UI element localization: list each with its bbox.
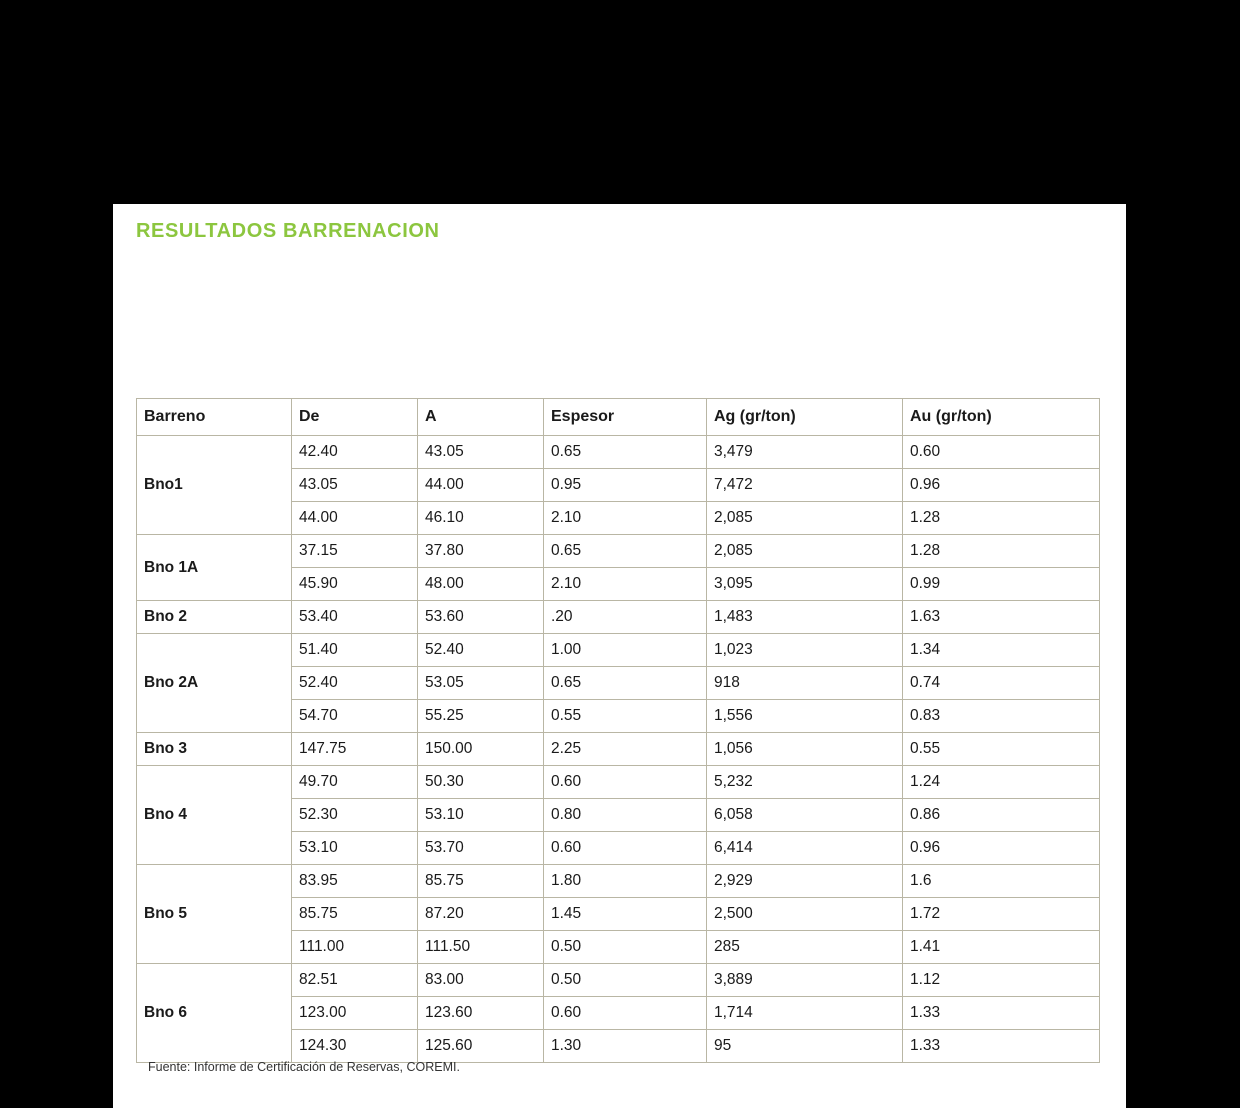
- table-row: [137, 733, 1100, 766]
- table-row: [137, 601, 1100, 634]
- cell-au: 1.34: [903, 634, 1100, 667]
- cell-espesor: 0.50: [544, 931, 707, 964]
- cell-espesor: 0.65: [544, 436, 707, 469]
- cell-de: 123.00: [292, 997, 418, 1030]
- cell-ag: 95: [707, 1030, 903, 1063]
- cell-ag: 2,085: [707, 535, 903, 568]
- table-row: [137, 964, 1100, 997]
- cell-a: 44.00: [418, 469, 544, 502]
- cell-ag: 3,479: [707, 436, 903, 469]
- drilling-results-table-container: [136, 398, 1099, 1063]
- cell-au: 0.86: [903, 799, 1100, 832]
- cell-de: 124.30: [292, 1030, 418, 1063]
- cell-espesor: 1.30: [544, 1030, 707, 1063]
- cell-ag: 6,058: [707, 799, 903, 832]
- cell-espesor: 0.55: [544, 700, 707, 733]
- cell-au: 1.24: [903, 766, 1100, 799]
- cell-ag: 918: [707, 667, 903, 700]
- table-header: [137, 399, 1100, 436]
- cell-ag: 1,483: [707, 601, 903, 634]
- cell-a: 85.75: [418, 865, 544, 898]
- cell-de: 83.95: [292, 865, 418, 898]
- cell-de: 52.40: [292, 667, 418, 700]
- column-header-au: Au (gr/ton): [903, 399, 1100, 436]
- cell-espesor: 0.60: [544, 832, 707, 865]
- cell-a: 46.10: [418, 502, 544, 535]
- cell-ag: 6,414: [707, 832, 903, 865]
- column-header-de: De: [292, 399, 418, 436]
- cell-ag: 1,714: [707, 997, 903, 1030]
- cell-au: 1.28: [903, 535, 1100, 568]
- cell-au: 1.63: [903, 601, 1100, 634]
- cell-de: 44.00: [292, 502, 418, 535]
- column-header-espesor: Espesor: [544, 399, 707, 436]
- cell-de: 42.40: [292, 436, 418, 469]
- hole-label: Bno 3: [137, 733, 292, 766]
- cell-a: 150.00: [418, 733, 544, 766]
- cell-espesor: 0.65: [544, 667, 707, 700]
- cell-espesor: 2.10: [544, 568, 707, 601]
- source-note: Fuente: Informe de Certificación de Reservas, COREMI.: [148, 1060, 460, 1074]
- cell-a: 53.10: [418, 799, 544, 832]
- cell-de: 82.51: [292, 964, 418, 997]
- cell-ag: 2,929: [707, 865, 903, 898]
- cell-au: 0.96: [903, 832, 1100, 865]
- cell-au: 1.12: [903, 964, 1100, 997]
- cell-au: 1.72: [903, 898, 1100, 931]
- cell-au: 1.41: [903, 931, 1100, 964]
- cell-espesor: 1.00: [544, 634, 707, 667]
- cell-de: 111.00: [292, 931, 418, 964]
- cell-au: 0.74: [903, 667, 1100, 700]
- cell-a: 43.05: [418, 436, 544, 469]
- cell-a: 37.80: [418, 535, 544, 568]
- cell-de: 45.90: [292, 568, 418, 601]
- cell-ag: 1,023: [707, 634, 903, 667]
- cell-au: 1.33: [903, 997, 1100, 1030]
- table-row: [137, 535, 1100, 568]
- cell-espesor: 1.45: [544, 898, 707, 931]
- cell-ag: 7,472: [707, 469, 903, 502]
- cell-de: 37.15: [292, 535, 418, 568]
- cell-a: 53.05: [418, 667, 544, 700]
- cell-de: 53.10: [292, 832, 418, 865]
- cell-ag: 3,889: [707, 964, 903, 997]
- table-header-row: [137, 399, 1100, 436]
- cell-espesor: 0.80: [544, 799, 707, 832]
- hole-label: Bno 1A: [137, 535, 292, 601]
- hole-label: Bno 2A: [137, 634, 292, 733]
- cell-au: 0.99: [903, 568, 1100, 601]
- hole-label: Bno 4: [137, 766, 292, 865]
- cell-ag: 2,085: [707, 502, 903, 535]
- cell-a: 55.25: [418, 700, 544, 733]
- table-row: [137, 865, 1100, 898]
- column-header-ag: Ag (gr/ton): [707, 399, 903, 436]
- cell-espesor: 2.10: [544, 502, 707, 535]
- slide-canvas: [113, 204, 1126, 1108]
- cell-a: 52.40: [418, 634, 544, 667]
- table-row: [137, 766, 1100, 799]
- cell-au: 1.6: [903, 865, 1100, 898]
- cell-a: 87.20: [418, 898, 544, 931]
- table-row: [137, 436, 1100, 469]
- cell-espesor: .20: [544, 601, 707, 634]
- cell-a: 123.60: [418, 997, 544, 1030]
- hole-label: Bno 2: [137, 601, 292, 634]
- cell-espesor: 0.65: [544, 535, 707, 568]
- cell-espesor: 2.25: [544, 733, 707, 766]
- cell-de: 85.75: [292, 898, 418, 931]
- cell-de: 43.05: [292, 469, 418, 502]
- column-header-barreno: Barreno: [137, 399, 292, 436]
- table-row: [137, 634, 1100, 667]
- cell-ag: 3,095: [707, 568, 903, 601]
- cell-a: 48.00: [418, 568, 544, 601]
- cell-a: 83.00: [418, 964, 544, 997]
- cell-au: 0.96: [903, 469, 1100, 502]
- cell-a: 125.60: [418, 1030, 544, 1063]
- cell-espesor: 0.60: [544, 997, 707, 1030]
- cell-a: 53.70: [418, 832, 544, 865]
- cell-a: 50.30: [418, 766, 544, 799]
- cell-ag: 1,056: [707, 733, 903, 766]
- cell-de: 54.70: [292, 700, 418, 733]
- cell-de: 51.40: [292, 634, 418, 667]
- cell-au: 0.60: [903, 436, 1100, 469]
- cell-espesor: 0.60: [544, 766, 707, 799]
- cell-ag: 2,500: [707, 898, 903, 931]
- hole-label: Bno1: [137, 436, 292, 535]
- cell-au: 0.55: [903, 733, 1100, 766]
- cell-ag: 285: [707, 931, 903, 964]
- cell-de: 147.75: [292, 733, 418, 766]
- drilling-results-table: [136, 398, 1100, 1063]
- table-body: [137, 436, 1100, 1063]
- cell-de: 52.30: [292, 799, 418, 832]
- cell-au: 0.83: [903, 700, 1100, 733]
- cell-de: 49.70: [292, 766, 418, 799]
- cell-ag: 1,556: [707, 700, 903, 733]
- cell-ag: 5,232: [707, 766, 903, 799]
- column-header-a: A: [418, 399, 544, 436]
- cell-espesor: 0.95: [544, 469, 707, 502]
- cell-au: 1.33: [903, 1030, 1100, 1063]
- hole-label: Bno 6: [137, 964, 292, 1063]
- cell-espesor: 1.80: [544, 865, 707, 898]
- cell-a: 53.60: [418, 601, 544, 634]
- hole-label: Bno 5: [137, 865, 292, 964]
- cell-de: 53.40: [292, 601, 418, 634]
- cell-au: 1.28: [903, 502, 1100, 535]
- cell-a: 111.50: [418, 931, 544, 964]
- cell-espesor: 0.50: [544, 964, 707, 997]
- page-title: RESULTADOS BARRENACION: [136, 220, 440, 242]
